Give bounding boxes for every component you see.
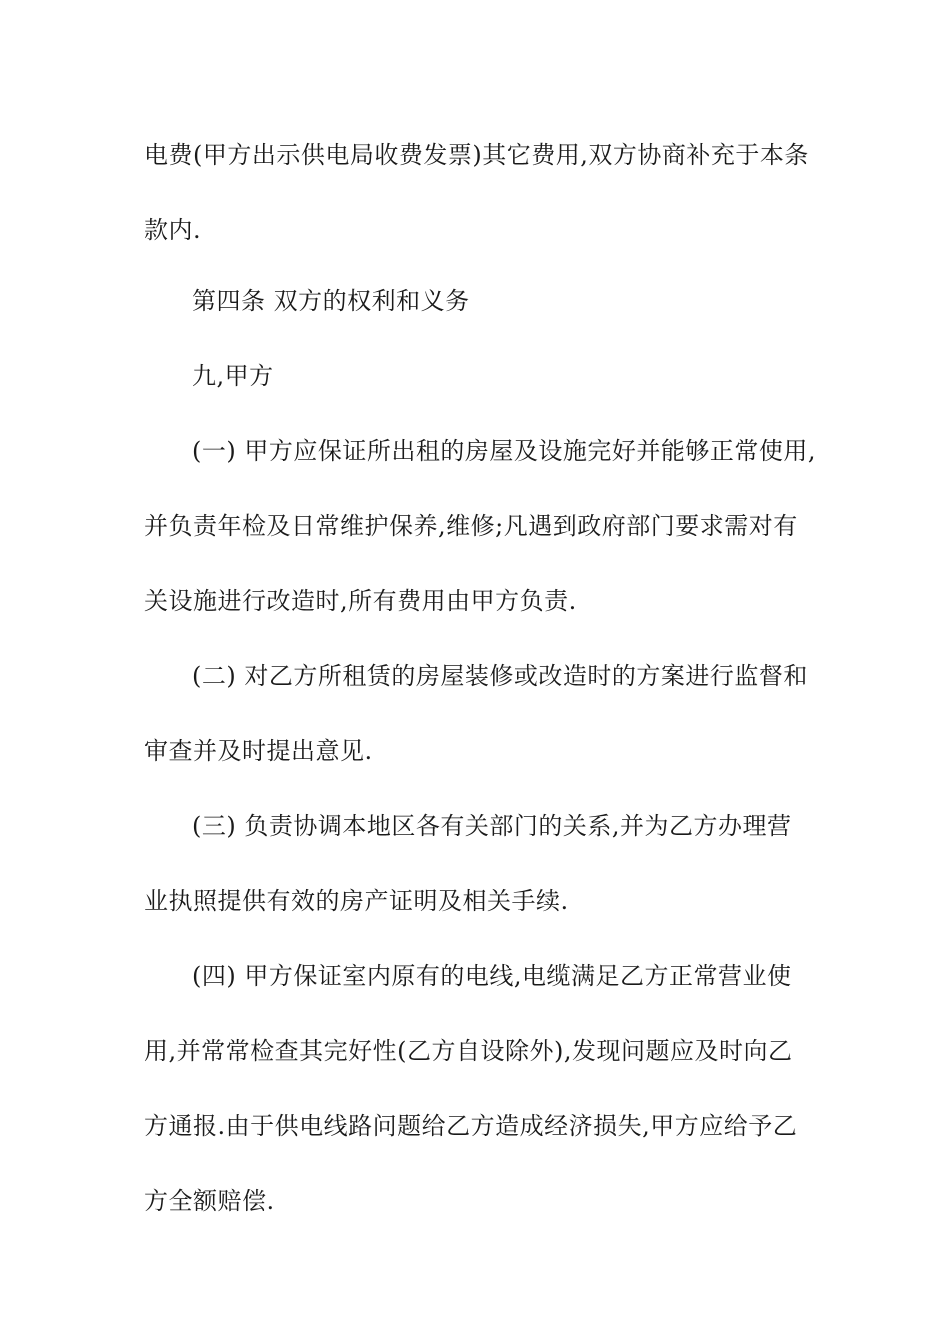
text-line: (四) 甲方保证室内原有的电线,电缆满足乙方正常营业使: [192, 962, 792, 990]
text-line: 并负责年检及日常维护保养,维修;凡遇到政府部门要求需对有: [144, 512, 798, 540]
text-line: 款内.: [144, 216, 202, 244]
text-line: 方通报.由于供电线路问题给乙方造成经济损失,甲方应给予乙: [144, 1112, 798, 1140]
text-line: (二) 对乙方所租赁的房屋装修或改造时的方案进行监督和: [192, 662, 808, 690]
text-line: 方全额赔偿.: [144, 1187, 275, 1215]
text-line: 审查并及时提出意见.: [144, 737, 373, 765]
text-line: 关设施进行改造时,所有费用由甲方负责.: [144, 587, 577, 615]
subsection-heading: 九,甲方: [192, 362, 274, 390]
text-line: (三) 负责协调本地区各有关部门的关系,并为乙方办理营: [192, 812, 792, 840]
text-line: 电费(甲方出示供电局收费发票)其它费用,双方协商补充于本条: [144, 141, 809, 169]
text-line: 业执照提供有效的房产证明及相关手续.: [144, 887, 569, 915]
text-line: (一) 甲方应保证所出租的房屋及设施完好并能够正常使用,: [192, 437, 816, 465]
section-heading: 第四条 双方的权利和义务: [192, 287, 470, 315]
text-line: 用,并常常检查其完好性(乙方自设除外),发现问题应及时向乙: [144, 1037, 793, 1065]
